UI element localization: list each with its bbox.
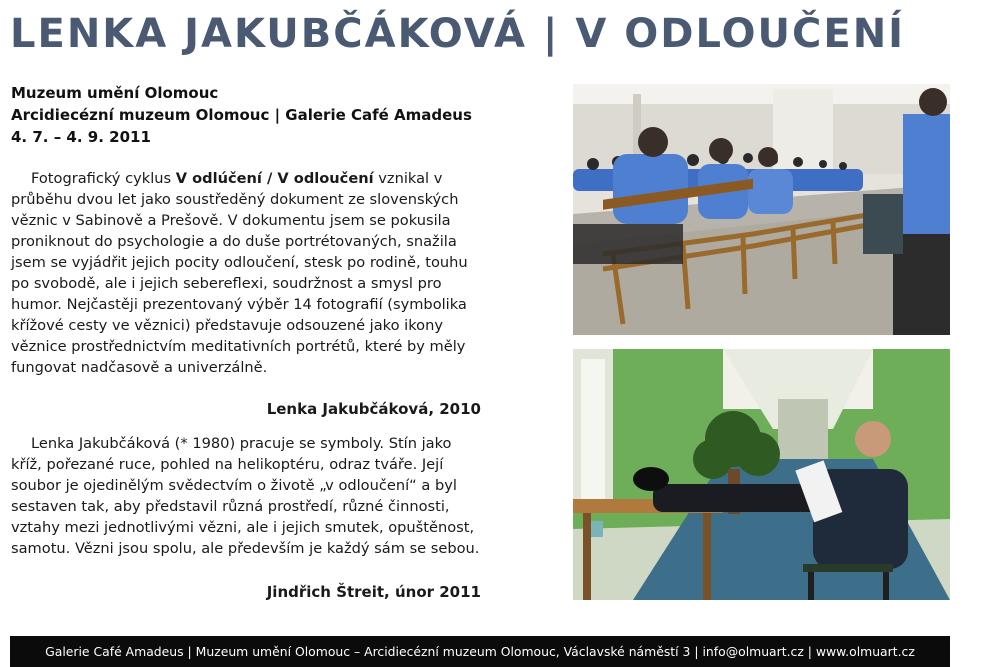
artist-statement — [11, 168, 481, 378]
curator-signature: Jindřich Štreit, únor 2011 — [266, 583, 481, 601]
cycle-name: V odlúčení / V odloučení — [175, 170, 374, 187]
photo-man-reading-corridor — [573, 349, 950, 600]
statement-signature: Lenka Jakubčáková, 2010 — [266, 400, 481, 418]
curator-body: Lenka Jakubčáková (* 1980) pracuje se symboly. Stín jako kříž, pořezané ruce, pohled na helikoptéru, odraz tváře. Její soubor je ojedinělým svědectvím o životě „v odloučení“ a byl sestaven tak, aby představil různá prostředí, různé činnosti, vztahy mezi jednotlivými vězni, ale i jejich smutek, opuštěnost, samotu. Vězni jsou spolu, ale především je každý sám se sebou. — [11, 435, 480, 557]
page-title: LENKA JAKUBČÁKOVÁ | V ODLOUČENÍ — [10, 11, 906, 57]
photo-prisoners-on-benches — [573, 84, 950, 335]
curator-text — [11, 433, 481, 559]
venue-line-1: Muzeum umění Olomouc — [11, 84, 219, 102]
footer-bar: Galerie Café Amadeus | Muzeum umění Olomouc – Arcidiecézní muzeum Olomouc, Václavské náměstí 3 | info@olmuart.cz | www.olmuart.cz — [10, 636, 950, 667]
venue-line-2: Arcidiecézní muzeum Olomouc | Galerie Café Amadeus — [11, 106, 472, 124]
exhibition-dates: 4. 7. – 4. 9. 2011 — [11, 128, 151, 146]
statement-lead: Fotografický cyklus — [31, 170, 176, 187]
statement-body: vznikal v průběhu dvou let jako soustředěný dokument ze slovenských věznic v Sabinově a Prešově. V dokumentu jsem se pokusila proniknout do psychologie a do duše portrétovaných, snažila jsem se vyjádřit jejich pocity odloučení, stesk po rodině, touhu po svobodě, ale i jejich sebereflexi, soudržnost a smysl pro humor. Nejčastěji prezentovaný výběr 14 fotografií (symbolika křížové cesty ve věznici) představuje odsouzené jako ikony věznice prostřednictvím meditativních portrétů, které by měly fungovat nadčasově a univerzálně. — [11, 170, 468, 376]
venue-block — [11, 82, 491, 148]
